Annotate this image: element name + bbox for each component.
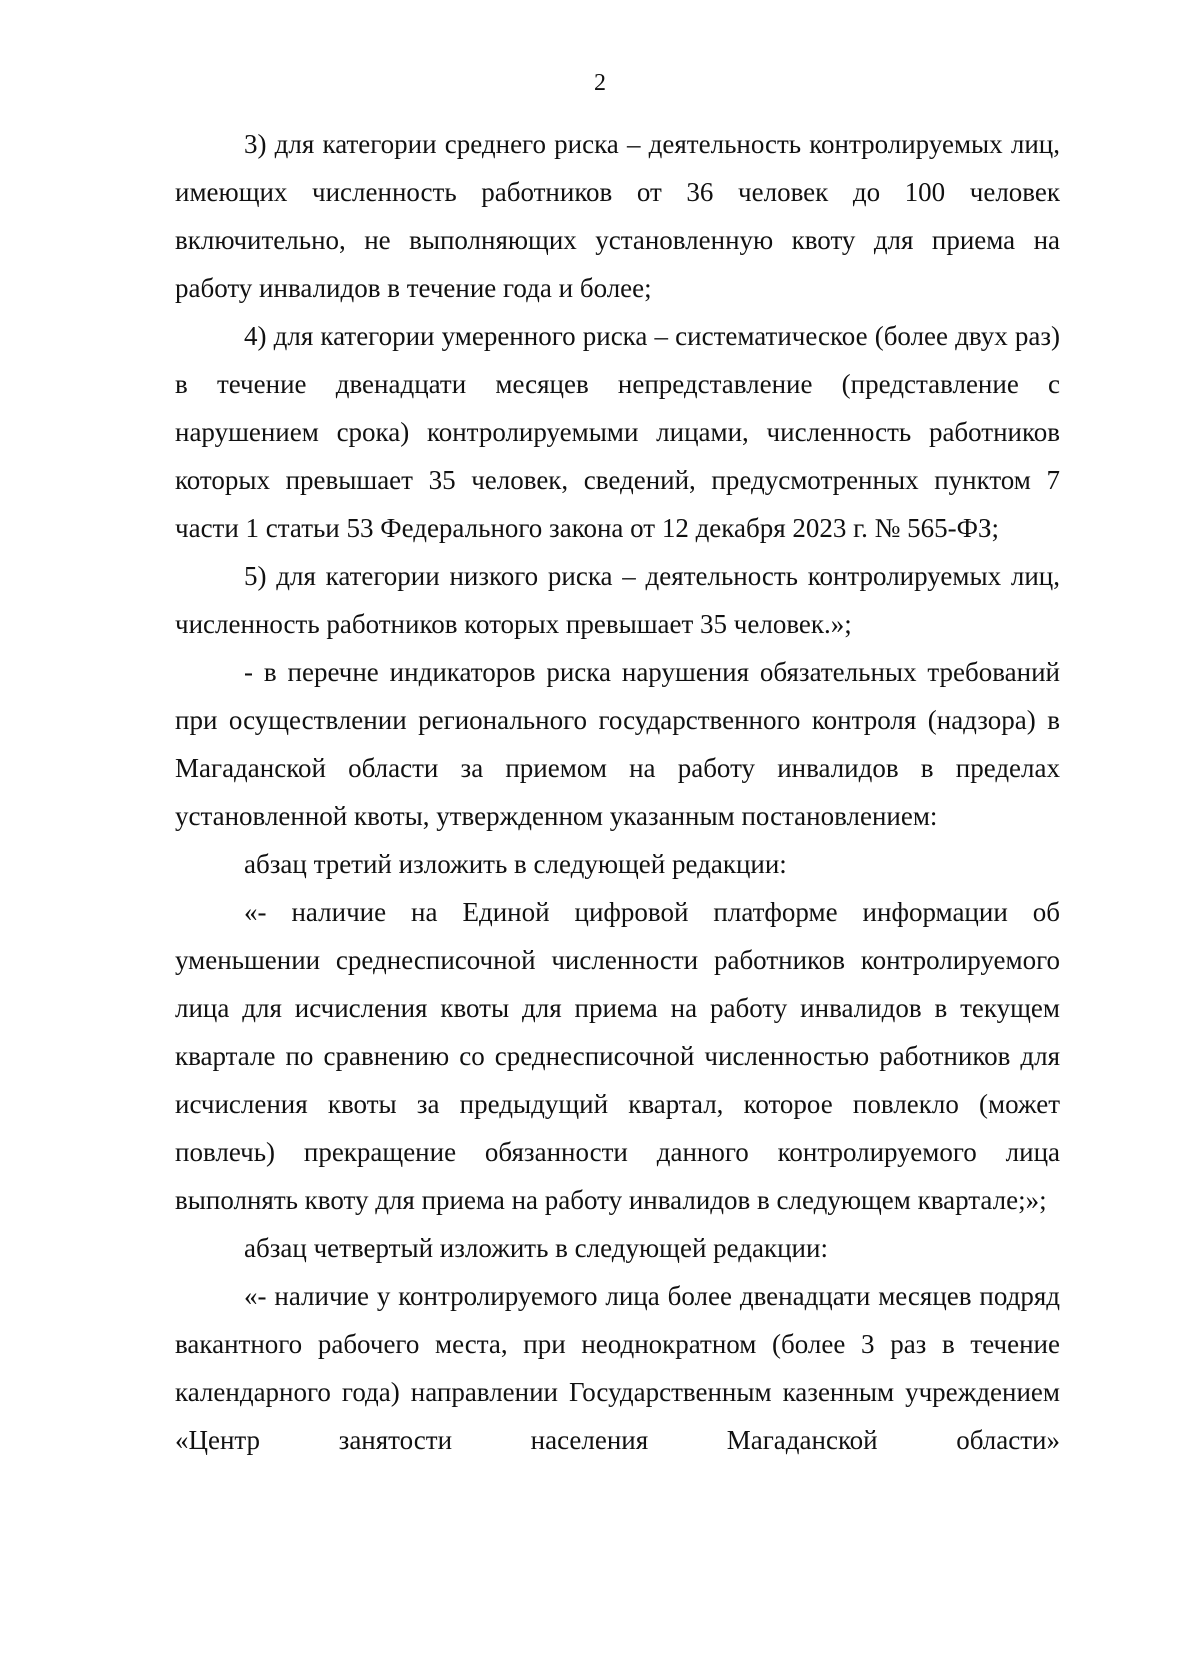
page-number: 2 xyxy=(594,70,606,96)
paragraph-third-abzac-text: «- наличие на Единой цифровой платформе информации об уменьшении среднесписочной численности работников контролируемого лица для исчисления квоты для приема на работу инвалидов в текущем квартале по сравнению со среднесписочной численностью работников для исчисления квоты за предыдущий квартал, которое повлекло (может повлечь) прекращение обязанности данного контролируемого лица выполнять квоту для приема на работу инвалидов в следующем квартале;»; xyxy=(175,897,1060,1215)
paragraph-moderate-risk: 4) для категории умеренного риска – систематическое (более двух раз) в течение двенадцати месяцев непредставление (представление с нарушением срока) контролируемыми лицами, численность работников которых превышает 35 человек, сведений, предусмотренных пунктом 7 части 1 статьи 53 Федерального закона от 12 декабря 2023 г. № 565-ФЗ; xyxy=(175,321,1060,543)
document-body xyxy=(175,120,1060,1464)
paragraph-low-risk: 5) для категории низкого риска – деятельность контролируемых лиц, численность работников которых превышает 35 человек.»; xyxy=(175,561,1060,639)
paragraph-risk-indicators-list: - в перечне индикаторов риска нарушения обязательных требований при осуществлении регионального государственного контроля (надзора) в Магаданской области за приемом на работу инвалидов в пределах установленной квоты, утвержденном указанным постановлением: xyxy=(175,657,1060,831)
paragraph-third-abzac-heading: абзац третий изложить в следующей редакции: xyxy=(244,849,787,879)
paragraph-medium-risk: 3) для категории среднего риска – деятельность контролируемых лиц, имеющих численность работников от 36 человек до 100 человек включительно, не выполняющих установленную квоту для приема на работу инвалидов в течение года и более; xyxy=(175,129,1060,303)
paragraph-fourth-abzac-text: «- наличие у контролируемого лица более двенадцати месяцев подряд вакантного рабочего места, при неоднократном (более 3 раз в течение календарного года) направлении Государственным казенным учреждением «Центр занятости населения Магаданской области» xyxy=(175,1281,1060,1455)
paragraph-fourth-abzac-heading: абзац четвертый изложить в следующей редакции: xyxy=(244,1233,828,1263)
